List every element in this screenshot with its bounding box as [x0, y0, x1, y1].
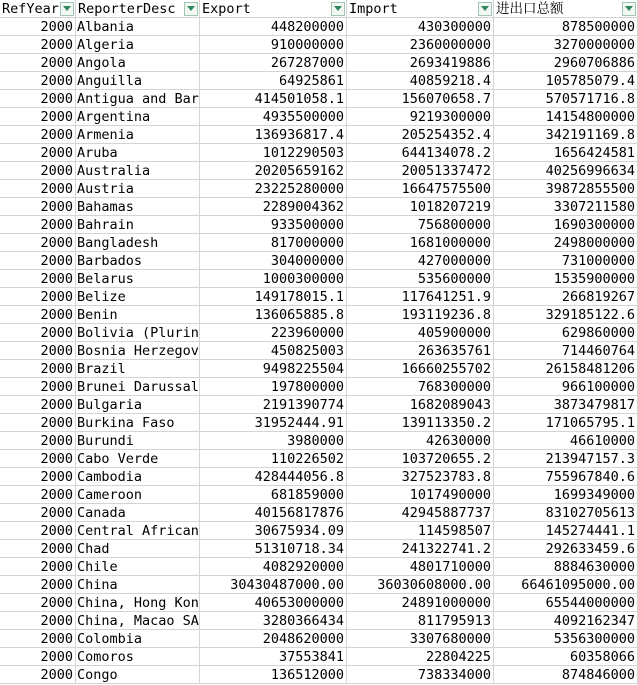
- cell-export[interactable]: 30675934.09: [200, 522, 347, 540]
- cell-total[interactable]: 3873479817: [494, 396, 638, 414]
- cell-reporter[interactable]: China: [76, 576, 200, 594]
- cell-total[interactable]: 629860000: [494, 324, 638, 342]
- cell-total[interactable]: 60358066: [494, 648, 638, 666]
- cell-refyear[interactable]: 2000: [0, 378, 76, 396]
- cell-export[interactable]: 2048620000: [200, 630, 347, 648]
- cell-refyear[interactable]: 2000: [0, 36, 76, 54]
- cell-export[interactable]: 30430487000.00: [200, 576, 347, 594]
- cell-reporter[interactable]: Belarus: [76, 270, 200, 288]
- header-label: Import: [349, 1, 398, 17]
- filter-dropdown-icon[interactable]: [331, 2, 345, 16]
- cell-reporter[interactable]: Australia: [76, 162, 200, 180]
- cell-reporter[interactable]: Argentina: [76, 108, 200, 126]
- cell-import[interactable]: 644134078.2: [347, 144, 494, 162]
- header-import[interactable]: [347, 0, 494, 18]
- cell-reporter[interactable]: Burkina Faso: [76, 414, 200, 432]
- cell-reporter[interactable]: Chad: [76, 540, 200, 558]
- cell-total[interactable]: 755967840.6: [494, 468, 638, 486]
- header-refyear[interactable]: [0, 0, 76, 18]
- header-label: 进出口总额: [496, 1, 564, 17]
- cell-refyear[interactable]: 2000: [0, 468, 76, 486]
- cell-reporter[interactable]: Bangladesh: [76, 234, 200, 252]
- cell-reporter[interactable]: Belize: [76, 288, 200, 306]
- cell-reporter[interactable]: Benin: [76, 306, 200, 324]
- cell-export[interactable]: 304000000: [200, 252, 347, 270]
- filter-dropdown-icon[interactable]: [622, 2, 636, 16]
- cell-import[interactable]: 1681000000: [347, 234, 494, 252]
- cell-refyear[interactable]: 2000: [0, 90, 76, 108]
- cell-total[interactable]: 65544000000: [494, 594, 638, 612]
- cell-export[interactable]: 450825003: [200, 342, 347, 360]
- cell-reporter[interactable]: Chile: [76, 558, 200, 576]
- cell-refyear[interactable]: 2000: [0, 54, 76, 72]
- cell-import[interactable]: 16660255702: [347, 360, 494, 378]
- cell-total[interactable]: 1535900000: [494, 270, 638, 288]
- cell-refyear[interactable]: 2000: [0, 288, 76, 306]
- cell-import[interactable]: 9219300000: [347, 108, 494, 126]
- cell-import[interactable]: 2693419886: [347, 54, 494, 72]
- cell-total[interactable]: 342191169.8: [494, 126, 638, 144]
- cell-total[interactable]: 714460764: [494, 342, 638, 360]
- cell-import[interactable]: 1682089043: [347, 396, 494, 414]
- cell-import[interactable]: 114598507: [347, 522, 494, 540]
- cell-refyear[interactable]: 2000: [0, 306, 76, 324]
- cell-reporter[interactable]: Austria: [76, 180, 200, 198]
- cell-reporter[interactable]: Anguilla: [76, 72, 200, 90]
- header-total[interactable]: [494, 0, 638, 18]
- cell-refyear[interactable]: 2000: [0, 612, 76, 630]
- cell-import[interactable]: 22804225: [347, 648, 494, 666]
- cell-import[interactable]: 117641251.9: [347, 288, 494, 306]
- cell-import[interactable]: 1017490000: [347, 486, 494, 504]
- cell-export[interactable]: 136936817.4: [200, 126, 347, 144]
- cell-export[interactable]: 31952444.91: [200, 414, 347, 432]
- cell-reporter[interactable]: Burundi: [76, 432, 200, 450]
- cell-refyear[interactable]: 2000: [0, 126, 76, 144]
- cell-total[interactable]: 266819267: [494, 288, 638, 306]
- cell-import[interactable]: 1018207219: [347, 198, 494, 216]
- cell-refyear[interactable]: 2000: [0, 180, 76, 198]
- cell-total[interactable]: 874846000: [494, 666, 638, 684]
- cell-refyear[interactable]: 2000: [0, 594, 76, 612]
- cell-reporter[interactable]: Central African: [77, 523, 199, 539]
- cell-refyear[interactable]: 2000: [0, 666, 76, 684]
- cell-export[interactable]: 20205659162: [200, 162, 347, 180]
- cell-export[interactable]: 817000000: [200, 234, 347, 252]
- cell-total[interactable]: 3307211580: [494, 198, 638, 216]
- cell-reporter[interactable]: Bolivia (Plurin: [77, 325, 199, 341]
- cell-reporter[interactable]: Bosnia Herzegov: [77, 343, 199, 359]
- cell-refyear[interactable]: 2000: [0, 522, 76, 540]
- cell-total[interactable]: 570571716.8: [494, 90, 638, 108]
- cell-import[interactable]: 24891000000: [347, 594, 494, 612]
- cell-reporter[interactable]: Algeria: [76, 36, 200, 54]
- cell-export[interactable]: 136512000: [200, 666, 347, 684]
- cell-reporter[interactable]: Cambodia: [76, 468, 200, 486]
- cell-refyear[interactable]: 2000: [0, 648, 76, 666]
- cell-export[interactable]: 1012290503: [200, 144, 347, 162]
- filter-dropdown-icon[interactable]: [184, 2, 198, 16]
- cell-reporter[interactable]: Congo: [76, 666, 200, 684]
- cell-export[interactable]: 40653000000: [200, 594, 347, 612]
- cell-total[interactable]: 2960706886: [494, 54, 638, 72]
- cell-export[interactable]: 414501058.1: [200, 90, 347, 108]
- cell-refyear[interactable]: 2000: [0, 18, 76, 36]
- cell-reporter[interactable]: Barbados: [76, 252, 200, 270]
- cell-reporter[interactable]: Bahamas: [76, 198, 200, 216]
- cell-total[interactable]: 83102705613: [494, 504, 638, 522]
- cell-total[interactable]: 1690300000: [494, 216, 638, 234]
- cell-refyear[interactable]: 2000: [0, 558, 76, 576]
- header-label: RefYear: [2, 1, 59, 17]
- cell-import[interactable]: 16647575500: [347, 180, 494, 198]
- cell-export[interactable]: 40156817876: [200, 504, 347, 522]
- cell-export[interactable]: 2191390774: [200, 396, 347, 414]
- header-label: Export: [202, 1, 251, 17]
- cell-import[interactable]: 430300000: [347, 18, 494, 36]
- cell-refyear[interactable]: 2000: [0, 342, 76, 360]
- cell-total[interactable]: 2498000000: [494, 234, 638, 252]
- cell-export[interactable]: 910000000: [200, 36, 347, 54]
- cell-export[interactable]: 267287000: [200, 54, 347, 72]
- cell-export[interactable]: 448200000: [200, 18, 347, 36]
- cell-export[interactable]: 197800000: [200, 378, 347, 396]
- filter-dropdown-icon[interactable]: [60, 2, 74, 16]
- cell-import[interactable]: 768300000: [347, 378, 494, 396]
- cell-refyear[interactable]: 2000: [0, 486, 76, 504]
- cell-export[interactable]: 9498225504: [200, 360, 347, 378]
- cell-import[interactable]: 20051337472: [347, 162, 494, 180]
- filter-dropdown-icon[interactable]: [478, 2, 492, 16]
- cell-export[interactable]: 4935500000: [200, 108, 347, 126]
- cell-import[interactable]: 139113350.2: [347, 414, 494, 432]
- cell-total[interactable]: 878500000: [494, 18, 638, 36]
- cell-reporter[interactable]: Angola: [76, 54, 200, 72]
- cell-refyear[interactable]: 2000: [0, 216, 76, 234]
- cell-reporter[interactable]: Brazil: [76, 360, 200, 378]
- cell-total[interactable]: 1656424581: [494, 144, 638, 162]
- cell-refyear[interactable]: 2000: [0, 396, 76, 414]
- cell-import[interactable]: 427000000: [347, 252, 494, 270]
- cell-refyear[interactable]: 2000: [0, 360, 76, 378]
- cell-total[interactable]: 292633459.6: [494, 540, 638, 558]
- cell-total[interactable]: 4092162347: [494, 612, 638, 630]
- header-reporterdesc[interactable]: [76, 0, 200, 18]
- cell-reporter[interactable]: Canada: [76, 504, 200, 522]
- cell-refyear[interactable]: 2000: [0, 540, 76, 558]
- cell-reporter[interactable]: Albania: [76, 18, 200, 36]
- cell-total[interactable]: 8884630000: [494, 558, 638, 576]
- cell-export[interactable]: 4082920000: [200, 558, 347, 576]
- header-label: ReporterDesc: [78, 1, 176, 17]
- cell-import[interactable]: 103720655.2: [347, 450, 494, 468]
- cell-refyear[interactable]: 2000: [0, 252, 76, 270]
- cell-total[interactable]: 329185122.6: [494, 306, 638, 324]
- cell-import[interactable]: 36030608000.00: [347, 576, 494, 594]
- cell-import[interactable]: 263635761: [347, 342, 494, 360]
- cell-total[interactable]: 731000000: [494, 252, 638, 270]
- cell-total[interactable]: 40256996634: [494, 162, 638, 180]
- cell-reporter[interactable]: Comoros: [76, 648, 200, 666]
- cell-reporter[interactable]: Bulgaria: [76, 396, 200, 414]
- cell-refyear[interactable]: 2000: [0, 450, 76, 468]
- cell-refyear[interactable]: 2000: [0, 270, 76, 288]
- cell-reporter[interactable]: China, Macao SA: [77, 613, 199, 629]
- cell-import[interactable]: 40859218.4: [347, 72, 494, 90]
- cell-refyear[interactable]: 2000: [0, 198, 76, 216]
- cell-export[interactable]: 2289004362: [200, 198, 347, 216]
- cell-reporter[interactable]: Antigua and Bar: [77, 91, 199, 107]
- cell-export[interactable]: 428444056.8: [200, 468, 347, 486]
- cell-total[interactable]: 3270000000: [494, 36, 638, 54]
- cell-refyear[interactable]: 2000: [0, 108, 76, 126]
- cell-refyear[interactable]: 2000: [0, 162, 76, 180]
- cell-refyear[interactable]: 2000: [0, 72, 76, 90]
- cell-total[interactable]: 1699349000: [494, 486, 638, 504]
- cell-import[interactable]: 205254352.4: [347, 126, 494, 144]
- cell-total[interactable]: 5356300000: [494, 630, 638, 648]
- cell-import[interactable]: 405900000: [347, 324, 494, 342]
- cell-total[interactable]: 26158481206: [494, 360, 638, 378]
- cell-total[interactable]: 145274441.1: [494, 522, 638, 540]
- cell-total[interactable]: 14154800000: [494, 108, 638, 126]
- cell-import[interactable]: 756800000: [347, 216, 494, 234]
- cell-refyear[interactable]: 2000: [0, 576, 76, 594]
- cell-import[interactable]: 42630000: [347, 432, 494, 450]
- cell-export[interactable]: 223960000: [200, 324, 347, 342]
- cell-total[interactable]: 39872855500: [494, 180, 638, 198]
- cell-reporter[interactable]: Cabo Verde: [76, 450, 200, 468]
- cell-import[interactable]: 4801710000: [347, 558, 494, 576]
- cell-import[interactable]: 193119236.8: [347, 306, 494, 324]
- cell-export[interactable]: 136065885.8: [200, 306, 347, 324]
- cell-reporter[interactable]: China, Hong Kon: [77, 595, 199, 611]
- cell-total[interactable]: 171065795.1: [494, 414, 638, 432]
- cell-import[interactable]: 811795913: [347, 612, 494, 630]
- cell-reporter[interactable]: Bahrain: [76, 216, 200, 234]
- cell-export[interactable]: 37553841: [200, 648, 347, 666]
- cell-reporter[interactable]: Aruba: [76, 144, 200, 162]
- cell-export[interactable]: 23225280000: [200, 180, 347, 198]
- cell-import[interactable]: 738334000: [347, 666, 494, 684]
- cell-reporter[interactable]: Armenia: [76, 126, 200, 144]
- cell-import[interactable]: 42945887737: [347, 504, 494, 522]
- cell-import[interactable]: 3307680000: [347, 630, 494, 648]
- cell-export[interactable]: 110226502: [200, 450, 347, 468]
- cell-import[interactable]: 156070658.7: [347, 90, 494, 108]
- cell-import[interactable]: 241322741.2: [347, 540, 494, 558]
- cell-reporter[interactable]: Cameroon: [76, 486, 200, 504]
- cell-total[interactable]: 105785079.4: [494, 72, 638, 90]
- cell-export[interactable]: 933500000: [200, 216, 347, 234]
- cell-reporter[interactable]: Brunei Darussal: [77, 379, 199, 395]
- cell-export[interactable]: 3280366434: [200, 612, 347, 630]
- cell-import[interactable]: 327523783.8: [347, 468, 494, 486]
- cell-refyear[interactable]: 2000: [0, 504, 76, 522]
- cell-refyear[interactable]: 2000: [0, 324, 76, 342]
- cell-refyear[interactable]: 2000: [0, 432, 76, 450]
- cell-import[interactable]: 535600000: [347, 270, 494, 288]
- header-export[interactable]: [200, 0, 347, 18]
- cell-refyear[interactable]: 2000: [0, 144, 76, 162]
- cell-export[interactable]: 681859000: [200, 486, 347, 504]
- cell-import[interactable]: 2360000000: [347, 36, 494, 54]
- cell-refyear[interactable]: 2000: [0, 414, 76, 432]
- cell-total[interactable]: 46610000: [494, 432, 638, 450]
- cell-total[interactable]: 966100000: [494, 378, 638, 396]
- cell-total[interactable]: 66461095000.00: [494, 576, 638, 594]
- cell-reporter[interactable]: Colombia: [76, 630, 200, 648]
- cell-export[interactable]: 3980000: [200, 432, 347, 450]
- cell-export[interactable]: 149178015.1: [200, 288, 347, 306]
- cell-export[interactable]: 51310718.34: [200, 540, 347, 558]
- cell-export[interactable]: 1000300000: [200, 270, 347, 288]
- cell-refyear[interactable]: 2000: [0, 630, 76, 648]
- cell-refyear[interactable]: 2000: [0, 234, 76, 252]
- cell-total[interactable]: 213947157.3: [494, 450, 638, 468]
- cell-export[interactable]: 64925861: [200, 72, 347, 90]
